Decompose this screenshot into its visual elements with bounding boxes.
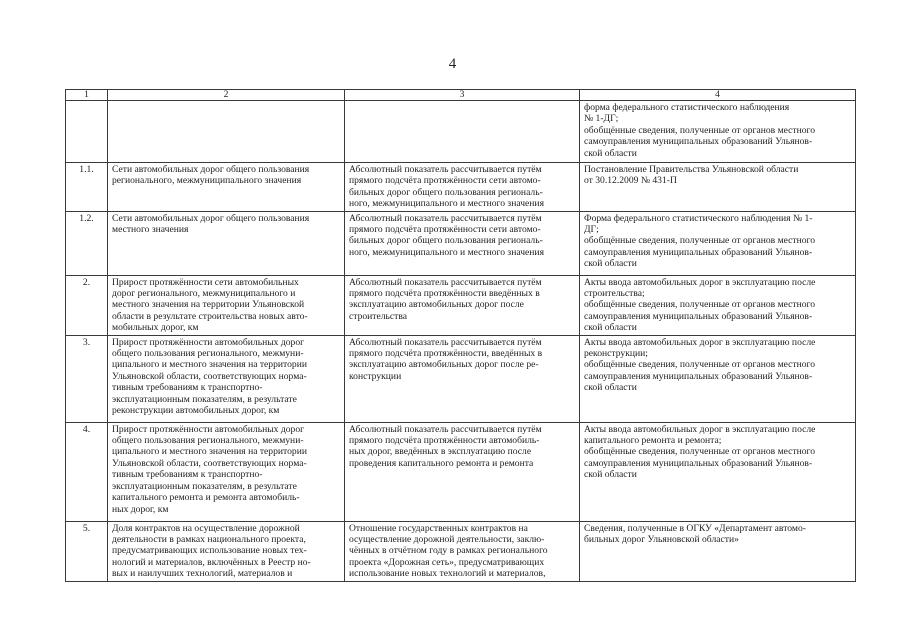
indicator-text-line: ных дорог, км bbox=[112, 503, 169, 515]
source-text-line: самоуправления муниципальных образований Ульянов- bbox=[584, 370, 813, 382]
source-text-line: капитального ремонта и ремонта; bbox=[584, 435, 722, 447]
method-text-line: бильных дорог общего пользования региональ- bbox=[349, 235, 543, 247]
method-text-line: эксплуатацию автомобильных дорог после ре- bbox=[349, 359, 539, 371]
row-number-cell: 3. bbox=[66, 335, 108, 422]
column-header: 3 bbox=[345, 90, 580, 101]
source-text-line: реконструкции; bbox=[584, 348, 648, 360]
method-cell bbox=[345, 275, 580, 335]
source-text-line: самоуправления муниципальных образований Ульянов- bbox=[584, 136, 813, 148]
source-cell bbox=[580, 211, 856, 275]
source-text-line: ской области bbox=[584, 258, 637, 270]
method-text-line: чённых в отчётном году в рамках регионального bbox=[349, 545, 548, 557]
table-row bbox=[66, 275, 856, 335]
source-text-line: Форма федерального статистического наблюдения № 1- bbox=[584, 212, 813, 224]
method-text-line: осуществление дорожной деятельности, заклю- bbox=[349, 534, 545, 546]
source-cell bbox=[580, 422, 856, 521]
indicator-text-line: общего пользования регионального, межмуни- bbox=[112, 348, 304, 360]
method-cell bbox=[345, 422, 580, 521]
indicator-text-line: капитального ремонта и ремонта автомобиль- bbox=[112, 492, 300, 504]
method-text-line: ных дорог, введённых в эксплуатацию после bbox=[349, 446, 532, 458]
indicator-text-line: дорог регионального, межмуниципального и bbox=[112, 288, 296, 300]
method-text-line: ного, межмуниципального и местного значения bbox=[349, 246, 544, 258]
source-cell bbox=[580, 335, 856, 422]
indicator-text-line: нологий и материалов, включённых в Реестр но- bbox=[112, 556, 311, 568]
source-text-line: самоуправления муниципальных образований Ульянов- bbox=[584, 457, 813, 469]
method-cell bbox=[345, 101, 580, 163]
indicator-text-line: Ульяновской области, соответствующих норма- bbox=[112, 370, 307, 382]
table-header-row bbox=[66, 90, 856, 101]
source-text-line: обобщённые сведения, полученные от органов местного bbox=[584, 299, 816, 311]
row-number-cell: 2. bbox=[66, 275, 108, 335]
method-text-line: Абсолютный показатель рассчитывается путём bbox=[349, 212, 542, 224]
method-text-line: эксплуатацию автомобильных дорог после bbox=[349, 299, 524, 311]
indicator-text-line: мобильных дорог, км bbox=[112, 322, 199, 334]
indicator-text-line: регионального, межмуниципального значения bbox=[112, 175, 302, 187]
table-row bbox=[66, 335, 856, 422]
method-text-line: проведения капитального ремонта и ремонта bbox=[349, 457, 534, 469]
indicator-text-line: ципального и местного значения на территории bbox=[112, 359, 307, 371]
method-text-line: прямого подсчёта протяжённости, введённых в bbox=[349, 348, 543, 360]
source-text-line: бильных дорог Ульяновской области» bbox=[584, 534, 739, 546]
table-row bbox=[66, 521, 856, 581]
indicator-cell bbox=[108, 422, 345, 521]
method-text-line: бильных дорог общего пользования региональ- bbox=[349, 186, 543, 198]
method-text-line: Отношение государственных контрактов на bbox=[349, 522, 528, 534]
column-header: 4 bbox=[580, 90, 856, 101]
row-number-cell bbox=[66, 101, 108, 163]
source-cell bbox=[580, 521, 856, 581]
source-text-line: обобщённые сведения, полученные от органов местного bbox=[584, 235, 816, 247]
indicator-text-line: области в результате строительства новых авто- bbox=[112, 310, 308, 322]
method-text-line: прямого подсчёта протяжённости сети автомо- bbox=[349, 224, 541, 236]
indicator-text-line: местного значения bbox=[112, 224, 189, 236]
indicator-text-line: Доля контрактов на осуществление дорожной bbox=[112, 522, 300, 534]
source-cell bbox=[580, 275, 856, 335]
indicator-text-line: местного значения на территории Ульяновской bbox=[112, 299, 305, 311]
indicator-text-line: предусматривающих использование новых тех- bbox=[112, 545, 307, 557]
indicator-text-line: тивным требованиям к транспортно- bbox=[112, 382, 263, 394]
column-header: 2 bbox=[108, 90, 345, 101]
method-text-line: Абсолютный показатель рассчитывается путём bbox=[349, 164, 542, 175]
row-number-cell: 1.2. bbox=[66, 211, 108, 275]
source-text-line: Сведения, полученные в ОГКУ «Департамент автомо- bbox=[584, 522, 806, 534]
source-text-line: ской области bbox=[584, 147, 637, 159]
indicator-cell bbox=[108, 163, 345, 212]
page-number: 4 bbox=[448, 56, 457, 72]
indicator-text-line: Прирост протяжённости сети автомобильных bbox=[112, 276, 299, 288]
indicator-cell bbox=[108, 275, 345, 335]
method-text-line: ного, межмуниципального и местного значения bbox=[349, 198, 544, 210]
method-text-line: проекта «Дорожная сеть», предусматривающих bbox=[349, 556, 545, 568]
indicator-text-line: Прирост протяжённости автомобильных дорог bbox=[112, 423, 305, 435]
source-text-line: обобщённые сведения, полученные от органов местного bbox=[584, 124, 816, 136]
indicator-text-line: вых и наилучших технологий, материалов и bbox=[112, 568, 293, 580]
indicator-text-line: Прирост протяжённости автомобильных дорог bbox=[112, 336, 305, 348]
method-text-line: строительства bbox=[349, 310, 408, 322]
indicator-cell bbox=[108, 101, 345, 163]
row-number-cell: 5. bbox=[66, 521, 108, 581]
indicator-text-line: деятельности в рамках национального проекта, bbox=[112, 534, 306, 546]
column-header: 1 bbox=[66, 90, 108, 101]
indicator-text-line: тивным требованиям к транспортно- bbox=[112, 469, 263, 481]
indicator-cell bbox=[108, 335, 345, 422]
source-text-line: Акты ввода автомобильных дорог в эксплуатацию после bbox=[584, 336, 816, 348]
source-text-line: ской области bbox=[584, 469, 637, 481]
indicator-text-line: эксплуатационным показателям, в результате bbox=[112, 393, 297, 405]
method-text-line: прямого подсчёта протяжённости введённых в bbox=[349, 288, 540, 300]
source-text-line: от 30.12.2009 № 431-П bbox=[584, 175, 677, 187]
method-text-line: Абсолютный показатель рассчитывается путём bbox=[349, 276, 542, 288]
method-text-line: Абсолютный показатель рассчитывается путём bbox=[349, 336, 542, 348]
indicator-text-line: эксплуатационным показателям, в результате bbox=[112, 480, 297, 492]
indicator-text-line: Ульяновской области, соответствующих норма- bbox=[112, 457, 307, 469]
table-row bbox=[66, 101, 856, 163]
source-text-line: Акты ввода автомобильных дорог в эксплуатацию после bbox=[584, 423, 816, 435]
indicators-table bbox=[65, 89, 856, 582]
source-text-line: строительства; bbox=[584, 288, 645, 300]
method-text-line: прямого подсчёта протяжённости сети автомо- bbox=[349, 175, 541, 187]
method-cell bbox=[345, 335, 580, 422]
source-text-line: Постановление Правительства Ульяновской области bbox=[584, 164, 799, 175]
source-text-line: ской области bbox=[584, 382, 637, 394]
method-cell bbox=[345, 211, 580, 275]
source-cell bbox=[580, 101, 856, 163]
table-row bbox=[66, 211, 856, 275]
source-text-line: форма федерального статистического наблюдения bbox=[584, 102, 790, 113]
source-text-line: самоуправления муниципальных образований Ульянов- bbox=[584, 310, 813, 322]
indicator-cell bbox=[108, 521, 345, 581]
indicator-text-line: Сети автомобильных дорог общего пользования bbox=[112, 212, 310, 224]
source-text-line: обобщённые сведения, полученные от органов местного bbox=[584, 359, 816, 371]
row-number-cell: 4. bbox=[66, 422, 108, 521]
source-text-line: Акты ввода автомобильных дорог в эксплуатацию после bbox=[584, 276, 816, 288]
method-text-line: конструкции bbox=[349, 370, 402, 382]
method-text-line: прямого подсчёта протяжённости автомобиль- bbox=[349, 435, 540, 447]
table-row bbox=[66, 163, 856, 212]
method-cell bbox=[345, 163, 580, 212]
source-cell bbox=[580, 163, 856, 212]
indicator-text-line: реконструкции автомобильных дорог, км bbox=[112, 405, 280, 417]
table-row bbox=[66, 422, 856, 521]
method-cell bbox=[345, 521, 580, 581]
indicator-cell bbox=[108, 211, 345, 275]
source-text-line: № 1-ДГ; bbox=[584, 113, 619, 125]
indicator-text-line: Сети автомобильных дорог общего пользования bbox=[112, 164, 310, 175]
row-number-cell: 1.1. bbox=[66, 163, 108, 212]
source-text-line: обобщённые сведения, полученные от органов местного bbox=[584, 446, 816, 458]
indicator-text-line: ципального и местного значения на территории bbox=[112, 446, 307, 458]
method-text-line: использование новых технологий и материалов, bbox=[349, 568, 546, 580]
source-text-line: ДГ; bbox=[584, 224, 599, 236]
indicator-text-line: общего пользования регионального, межмуни- bbox=[112, 435, 304, 447]
method-text-line: Абсолютный показатель рассчитывается путём bbox=[349, 423, 542, 435]
source-text-line: ской области bbox=[584, 322, 637, 334]
source-text-line: самоуправления муниципальных образований Ульянов- bbox=[584, 246, 813, 258]
